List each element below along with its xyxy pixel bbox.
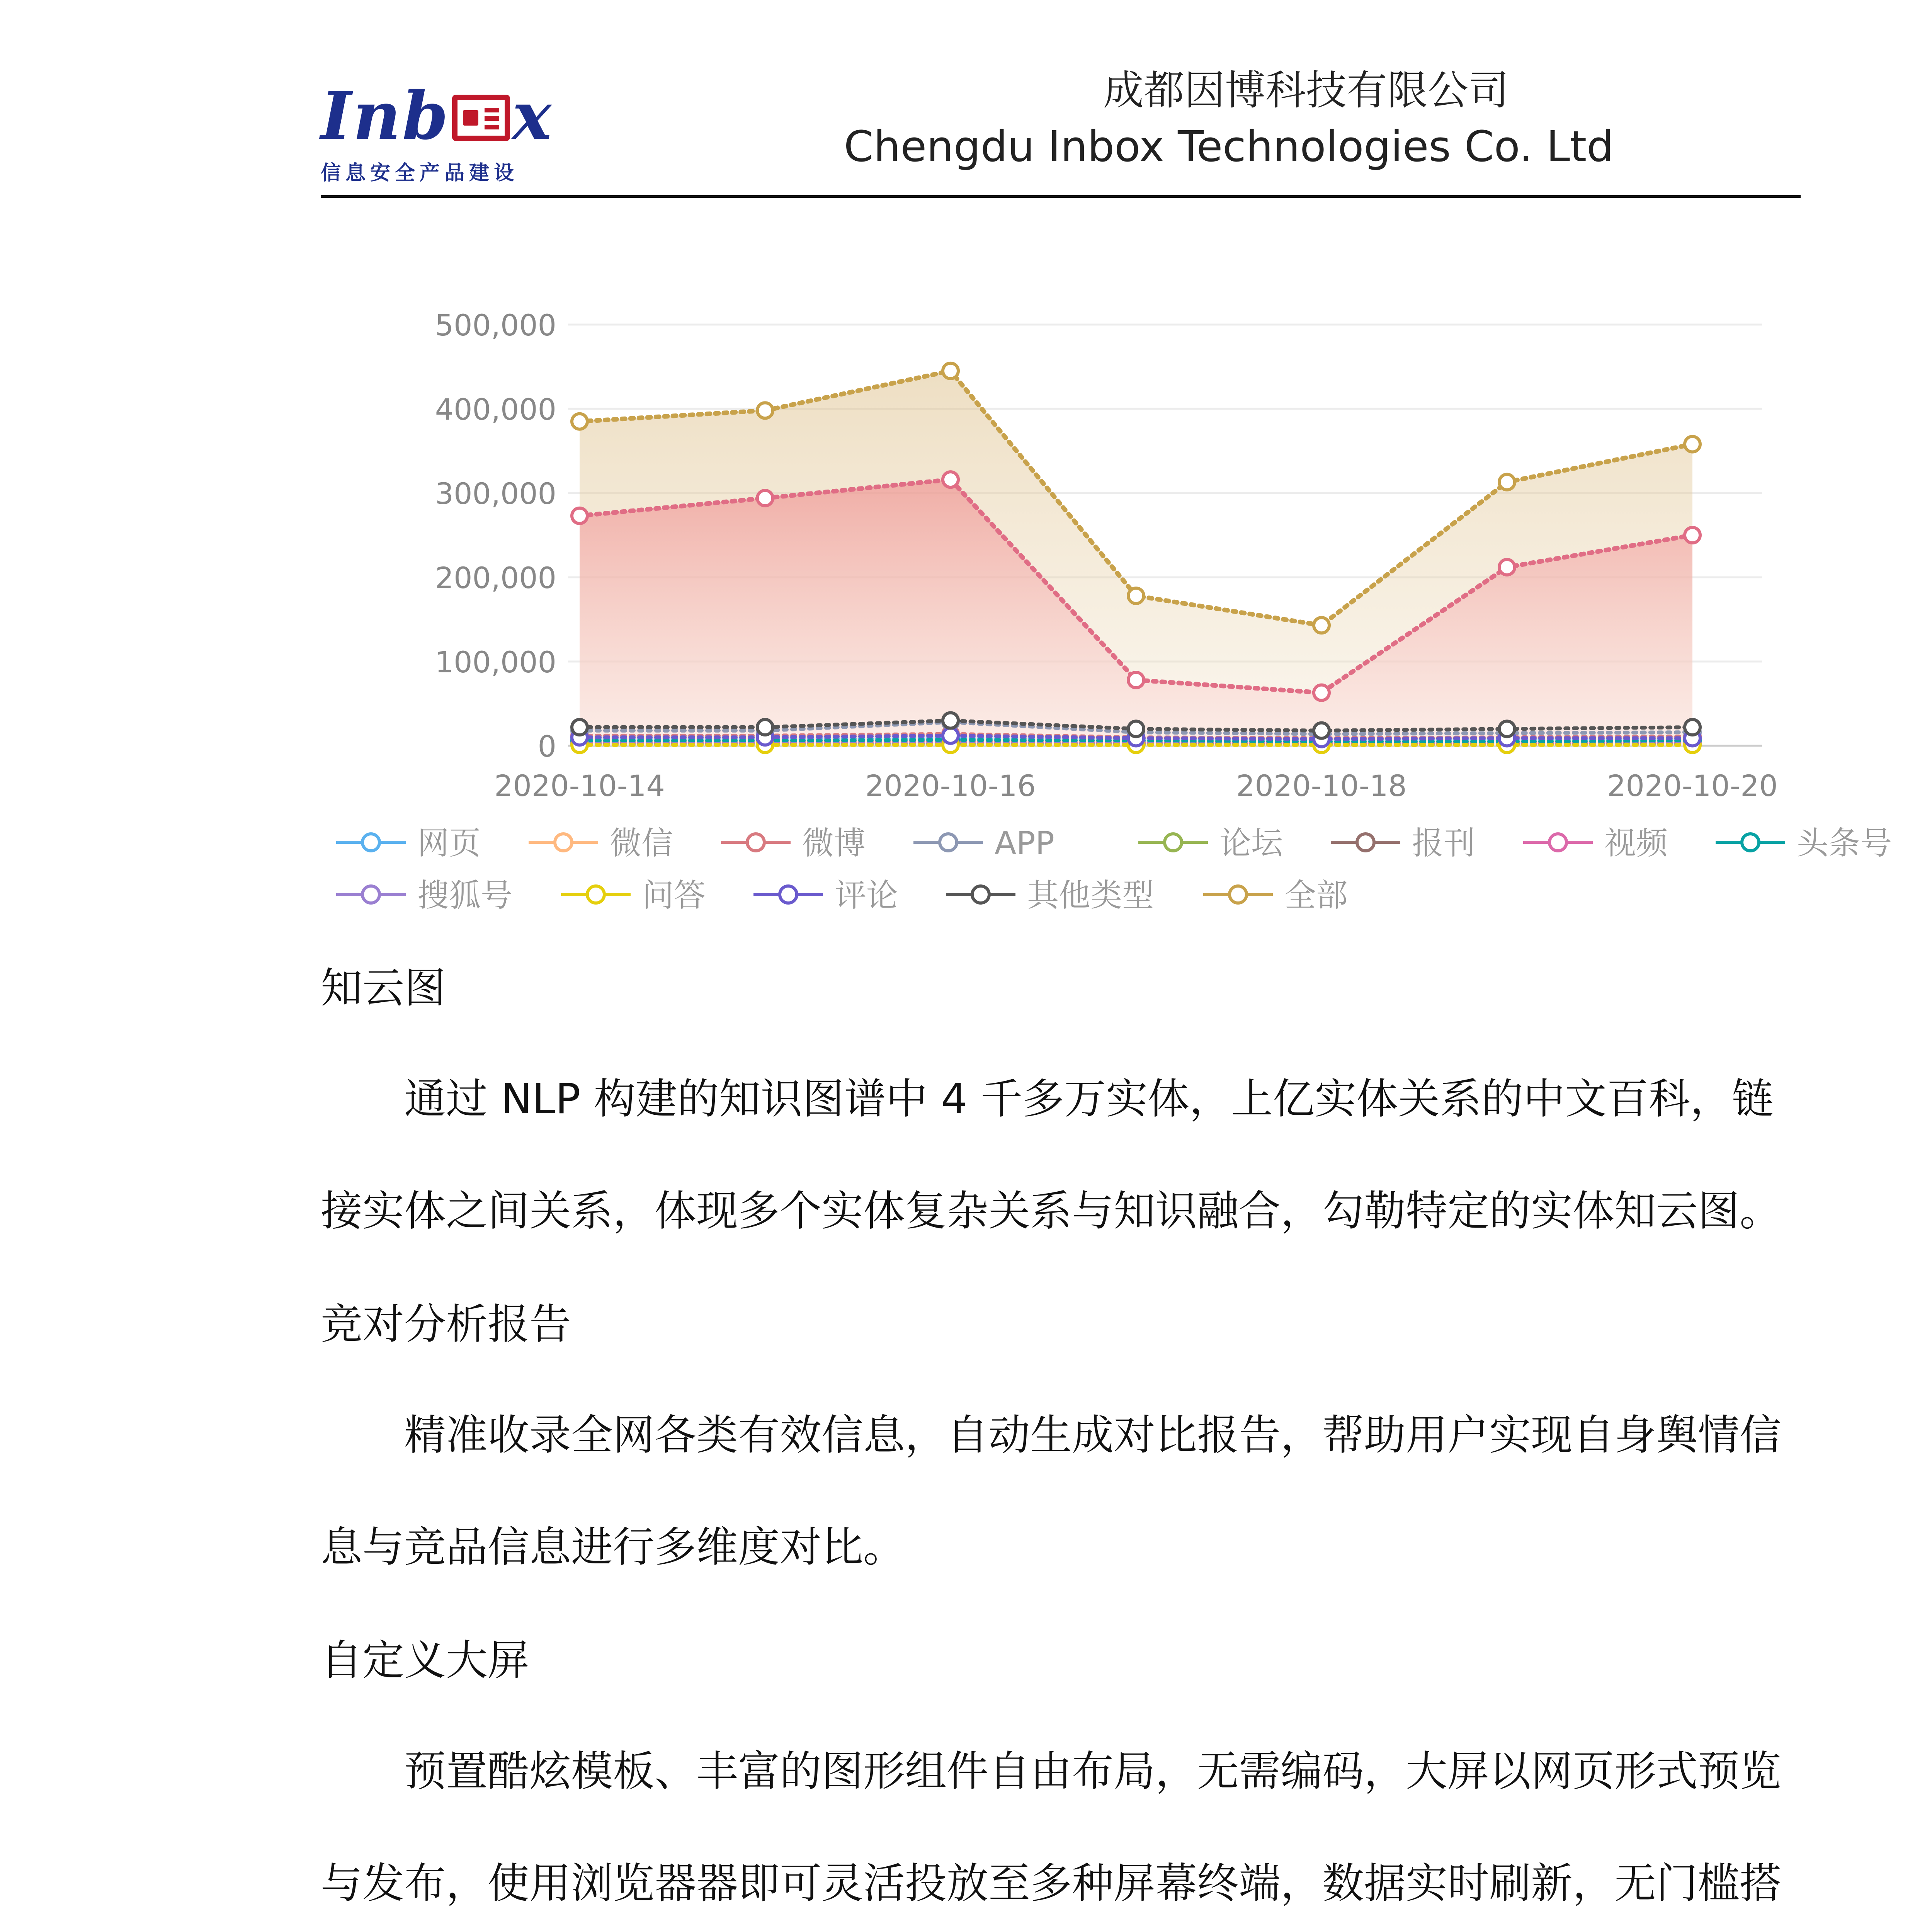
company-name-cn: 成都因博科技有限公司 (1103, 67, 1509, 114)
x-tick-label: 2020-10-20 (1607, 769, 1778, 803)
company-name-en: Chengdu Inbox Technologies Co. Ltd (844, 122, 1614, 171)
legend-marker (940, 834, 957, 851)
data-point (1499, 721, 1515, 736)
y-tick-label: 300,000 (435, 476, 556, 511)
legend-marker (555, 834, 572, 851)
legend-label: 评论 (835, 877, 898, 914)
legend-label: 头条号 (1797, 825, 1892, 862)
data-point (1128, 588, 1144, 604)
section-body-custom-screen: 预置酷炫模板、丰富的图形组件自由布局，无需编码，大屏以网页形式预览与发布，使用浏览器器即可灵活投放至多种屏幕终端，数据实时刷新，无门槛搭 (321, 1747, 1782, 1908)
y-tick-label: 200,000 (435, 561, 556, 595)
legend-marker (1357, 834, 1374, 851)
data-point (572, 508, 587, 524)
data-point (943, 363, 958, 379)
y-tick-label: 500,000 (435, 308, 556, 342)
legend-label: 报刊 (1412, 825, 1476, 862)
chart-canvas (321, 294, 1892, 931)
page-header (321, 58, 1801, 201)
legend-marker (1230, 886, 1247, 903)
y-tick-label: 400,000 (435, 392, 556, 427)
legend-label: 微博 (802, 825, 866, 862)
x-tick-label: 2020-10-16 (865, 769, 1036, 803)
logo-tagline: 信息安全产品建设 (321, 162, 519, 185)
legend-marker (780, 886, 797, 903)
legend-label: 搜狐号 (417, 877, 513, 914)
legend-marker (1549, 834, 1566, 851)
data-point (757, 403, 773, 418)
y-tick-label: 0 (537, 729, 556, 764)
logo-box-icon (452, 95, 510, 141)
legend-label: 其他类型 (1027, 877, 1154, 914)
legend-label: 网页 (417, 825, 481, 862)
section-title-custom-screen: 自定义大屏 (321, 1636, 530, 1685)
data-point (1499, 474, 1515, 490)
legend-label: 论坛 (1219, 825, 1283, 862)
data-point (1499, 560, 1515, 575)
data-point (943, 713, 958, 728)
data-point (943, 728, 958, 743)
data-point (1128, 672, 1144, 688)
data-point (572, 414, 587, 429)
legend-marker (362, 834, 379, 851)
inbox-logo: Inb x 信息安全产品建设 (321, 77, 553, 185)
data-point (572, 719, 587, 735)
section-title-knowledge-cloud: 知云图 (321, 964, 446, 1012)
legend-marker (587, 886, 604, 903)
data-point (943, 472, 958, 487)
y-tick-label: 100,000 (435, 645, 556, 679)
data-point (1685, 437, 1700, 452)
data-point (1314, 685, 1329, 701)
legend-marker (362, 886, 379, 903)
line-chart (321, 294, 1892, 931)
data-point (1128, 721, 1144, 736)
x-tick-label: 2020-10-18 (1236, 769, 1407, 803)
data-point (1314, 617, 1329, 633)
section-title-competitor-report: 竞对分析报告 (321, 1300, 571, 1349)
legend-marker (972, 886, 989, 903)
data-point (1685, 719, 1700, 735)
legend-marker (1165, 834, 1182, 851)
data-point (757, 490, 773, 506)
section-body-knowledge-cloud: 通过 NLP 构建的知识图谱中 4 千多万实体，上亿实体关系的中文百科，链接实体之间关系，体现多个实体复杂关系与知识融合，勾勒特定的实体知云图。 (321, 1075, 1782, 1235)
legend-marker (1742, 834, 1759, 851)
legend-marker (747, 834, 764, 851)
data-point (757, 719, 773, 735)
legend-label: 视频 (1604, 825, 1668, 862)
legend-label: 问答 (642, 877, 706, 914)
data-point (1314, 723, 1329, 738)
x-tick-label: 2020-10-14 (494, 769, 665, 803)
legend-label: 全部 (1284, 877, 1348, 914)
section-body-competitor-report: 精准收录全网各类有效信息，自动生成对比报告，帮助用户实现自身舆情信息与竞品信息进行多维度对比。 (321, 1411, 1782, 1571)
data-point (1685, 527, 1700, 543)
header-divider (321, 195, 1801, 198)
legend-label: 微信 (610, 825, 673, 862)
legend-label: APP (995, 825, 1054, 862)
